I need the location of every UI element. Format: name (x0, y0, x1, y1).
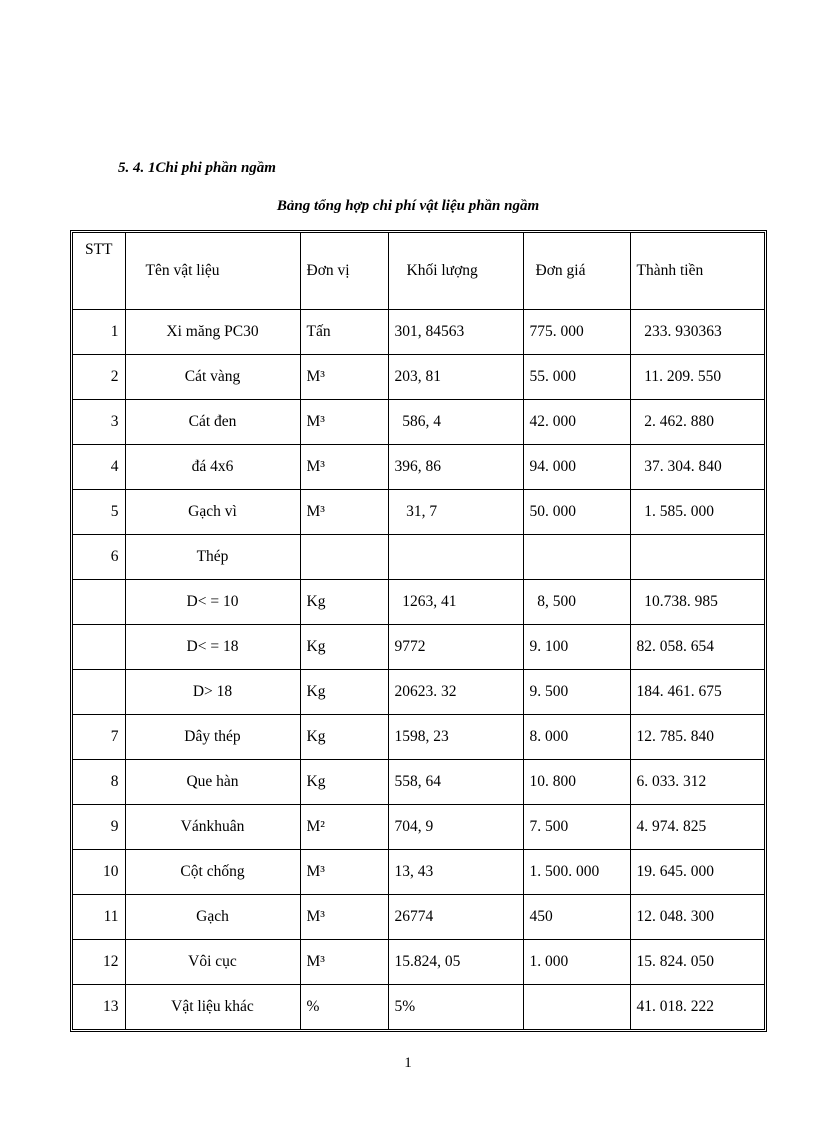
cell-stt: 12 (73, 940, 125, 985)
table-row (73, 715, 764, 760)
cell-material-name: Thép (125, 535, 300, 580)
cell-stt (73, 625, 125, 670)
cell-unit-price: 8, 500 (523, 580, 630, 625)
material-cost-table-frame (70, 230, 767, 1032)
table-row (73, 580, 764, 625)
cell-unit-price: 94. 000 (523, 445, 630, 490)
cell-quantity: 1263, 41 (388, 580, 523, 625)
cell-quantity: 26774 (388, 895, 523, 940)
cell-unit: Tấn (300, 310, 388, 355)
cell-material-name: D< = 10 (125, 580, 300, 625)
cell-unit-price: 1. 500. 000 (523, 850, 630, 895)
cell-unit-price (523, 535, 630, 580)
cell-quantity: 20623. 32 (388, 670, 523, 715)
cell-total: 6. 033. 312 (630, 760, 764, 805)
cell-unit: M³ (300, 400, 388, 445)
table-row (73, 310, 764, 355)
page-number: 1 (404, 1055, 412, 1071)
cell-stt: 2 (73, 355, 125, 400)
header-material-name: Tên vật liệu (125, 233, 300, 310)
header-quantity: Khối lượng (388, 233, 523, 310)
cell-total: 12. 048. 300 (630, 895, 764, 940)
cell-unit-price: 10. 800 (523, 760, 630, 805)
cell-unit-price: 9. 500 (523, 670, 630, 715)
cell-unit (300, 535, 388, 580)
cell-quantity: 9772 (388, 625, 523, 670)
table-row (73, 760, 764, 805)
cell-unit: Kg (300, 625, 388, 670)
table-row (73, 940, 764, 985)
cell-unit-price (523, 985, 630, 1030)
cell-unit: Kg (300, 580, 388, 625)
header-stt: STT (73, 233, 125, 310)
cell-material-name: Cát vàng (125, 355, 300, 400)
cell-unit-price: 1. 000 (523, 940, 630, 985)
cell-unit-price: 7. 500 (523, 805, 630, 850)
cell-unit: M³ (300, 490, 388, 535)
cell-material-name: Gạch (125, 895, 300, 940)
cell-stt: 3 (73, 400, 125, 445)
table-row (73, 805, 764, 850)
cell-unit: M³ (300, 355, 388, 400)
cell-stt: 13 (73, 985, 125, 1030)
cell-total (630, 535, 764, 580)
cell-total: 4. 974. 825 (630, 805, 764, 850)
cell-stt: 5 (73, 490, 125, 535)
cell-stt: 6 (73, 535, 125, 580)
cell-stt: 11 (73, 895, 125, 940)
cell-unit-price: 8. 000 (523, 715, 630, 760)
cell-quantity: 704, 9 (388, 805, 523, 850)
cell-quantity: 396, 86 (388, 445, 523, 490)
cell-material-name: Que hàn (125, 760, 300, 805)
cell-material-name: đá 4x6 (125, 445, 300, 490)
cell-total: 184. 461. 675 (630, 670, 764, 715)
cell-quantity: 203, 81 (388, 355, 523, 400)
cell-material-name: Xi măng PC30 (125, 310, 300, 355)
cell-total: 11. 209. 550 (630, 355, 764, 400)
cell-total: 12. 785. 840 (630, 715, 764, 760)
cell-total: 37. 304. 840 (630, 445, 764, 490)
cell-total: 1. 585. 000 (630, 490, 764, 535)
cell-unit: M³ (300, 850, 388, 895)
table-caption: Bảng tổng hợp chi phí vật liệu phần ngầm (276, 198, 540, 214)
cell-unit: Kg (300, 715, 388, 760)
cell-stt: 9 (73, 805, 125, 850)
cell-quantity: 558, 64 (388, 760, 523, 805)
header-total: Thành tiền (630, 233, 764, 310)
cell-material-name: Dây thép (125, 715, 300, 760)
cell-unit: M³ (300, 445, 388, 490)
cell-unit: M³ (300, 895, 388, 940)
cell-material-name: D< = 18 (125, 625, 300, 670)
cell-material-name: Vôi cục (125, 940, 300, 985)
cell-total: 10.738. 985 (630, 580, 764, 625)
cell-total: 82. 058. 654 (630, 625, 764, 670)
cell-total: 19. 645. 000 (630, 850, 764, 895)
cell-unit: M² (300, 805, 388, 850)
cell-total: 233. 930363 (630, 310, 764, 355)
cell-stt: 7 (73, 715, 125, 760)
cell-quantity: 301, 84563 (388, 310, 523, 355)
section-heading: 5. 4. 1Chi phi phần ngầm (118, 160, 276, 176)
table-row (73, 670, 764, 715)
cell-unit: Kg (300, 760, 388, 805)
header-unit-price: Đơn giá (523, 233, 630, 310)
cell-material-name: Vánkhuân (125, 805, 300, 850)
cell-quantity: 586, 4 (388, 400, 523, 445)
cell-quantity (388, 535, 523, 580)
cell-unit-price: 55. 000 (523, 355, 630, 400)
table-header-row (73, 233, 764, 310)
cell-quantity: 1598, 23 (388, 715, 523, 760)
table-row (73, 895, 764, 940)
table-row (73, 985, 764, 1030)
table-row (73, 400, 764, 445)
cell-unit: % (300, 985, 388, 1030)
table-row (73, 535, 764, 580)
cell-unit-price: 42. 000 (523, 400, 630, 445)
material-cost-table (73, 233, 764, 1029)
cell-total: 41. 018. 222 (630, 985, 764, 1030)
cell-total: 2. 462. 880 (630, 400, 764, 445)
cell-quantity: 5% (388, 985, 523, 1030)
table-body (73, 310, 764, 1030)
cell-stt: 8 (73, 760, 125, 805)
table-row (73, 445, 764, 490)
table-row (73, 625, 764, 670)
cell-unit-price: 450 (523, 895, 630, 940)
cell-quantity: 15.824, 05 (388, 940, 523, 985)
cell-material-name: Vật liệu khác (125, 985, 300, 1030)
cell-stt: 1 (73, 310, 125, 355)
cell-stt (73, 670, 125, 715)
cell-unit-price: 50. 000 (523, 490, 630, 535)
cell-unit-price: 775. 000 (523, 310, 630, 355)
cell-unit: M³ (300, 940, 388, 985)
header-unit: Đơn vị (300, 233, 388, 310)
cell-material-name: D> 18 (125, 670, 300, 715)
cell-material-name: Gạch vì (125, 490, 300, 535)
cell-unit: Kg (300, 670, 388, 715)
cell-material-name: Cát đen (125, 400, 300, 445)
cell-quantity: 13, 43 (388, 850, 523, 895)
table-row (73, 850, 764, 895)
cell-quantity: 31, 7 (388, 490, 523, 535)
cell-stt (73, 580, 125, 625)
table-row (73, 490, 764, 535)
table-row (73, 355, 764, 400)
cell-unit-price: 9. 100 (523, 625, 630, 670)
cell-material-name: Cột chống (125, 850, 300, 895)
cell-total: 15. 824. 050 (630, 940, 764, 985)
cell-stt: 4 (73, 445, 125, 490)
cell-stt: 10 (73, 850, 125, 895)
